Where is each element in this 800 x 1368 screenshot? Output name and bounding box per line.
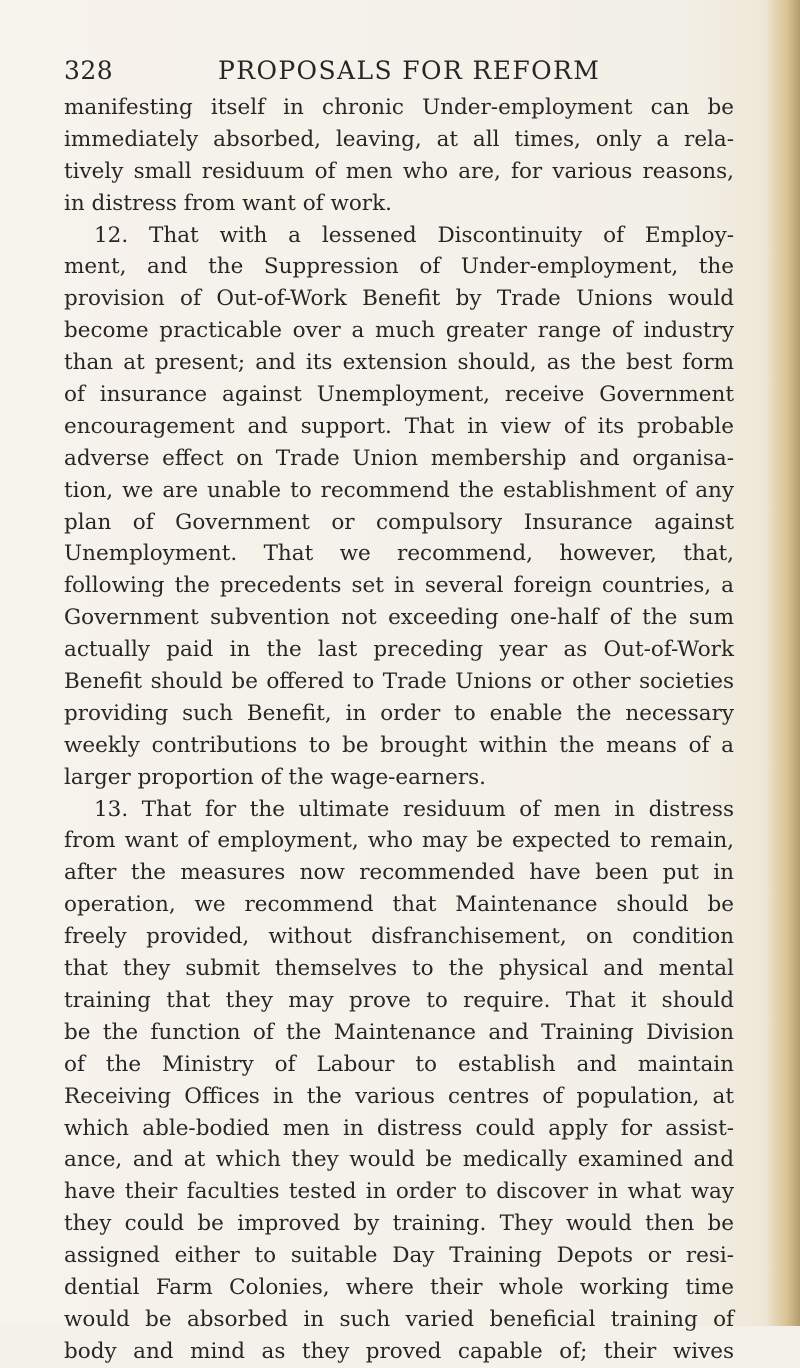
text-line: adverse effect on Trade Union membership and organisa- bbox=[64, 445, 734, 471]
text-line: Government subvention not exceeding one-half of the sum bbox=[64, 605, 734, 631]
text-line: plan of Government or compulsory Insurance against bbox=[64, 509, 734, 535]
text-line: actually paid in the last preceding year as Out-of-Work bbox=[64, 637, 734, 663]
text-line: training that they may prove to require. That it should bbox=[64, 987, 734, 1013]
text-line: body and mind as they proved capable of; their wives bbox=[64, 1338, 734, 1364]
text-line: assigned either to suitable Day Training Depots or resi- bbox=[64, 1243, 734, 1269]
text-line: ance, and at which they would be medically examined and bbox=[64, 1147, 734, 1173]
running-title: PROPOSALS FOR REFORM bbox=[218, 56, 601, 85]
text-line: from want of employment, who may be expected to remain, bbox=[64, 828, 734, 854]
text-line: provision of Out-of-Work Benefit by Trade Unions would bbox=[64, 286, 734, 312]
page-edge-stain bbox=[766, 0, 800, 1326]
text-line: after the measures now recommended have been put in bbox=[64, 860, 734, 886]
text-line: immediately absorbed, leaving, at all times, only a rela- bbox=[64, 126, 734, 152]
text-line: in distress from want of work. bbox=[64, 190, 392, 216]
text-line: which able-bodied men in distress could apply for assist- bbox=[64, 1115, 734, 1141]
text-line: larger proportion of the wage-earners. bbox=[64, 764, 486, 790]
text-line: become practicable over a much greater range of industry bbox=[64, 318, 734, 344]
page-number: 328 bbox=[64, 56, 114, 85]
text-line: ment, and the Suppression of Under-employment, the bbox=[64, 254, 734, 280]
text-line: that they submit themselves to the physical and mental bbox=[64, 956, 734, 982]
text-line: of insurance against Unemployment, receive Government bbox=[64, 382, 734, 408]
text-line: tion, we are unable to recommend the establishment of any bbox=[64, 477, 734, 503]
text-line: freely provided, without disfranchisement, on condition bbox=[64, 924, 734, 950]
text-line: encouragement and support. That in view of its probable bbox=[64, 413, 734, 439]
text-line: than at present; and its extension should, as the best form bbox=[64, 350, 734, 376]
text-line: providing such Benefit, in order to enable the necessary bbox=[64, 700, 734, 726]
text-line: be the function of the Maintenance and Training Division bbox=[64, 1019, 734, 1045]
text-line: would be absorbed in such varied beneficial training of bbox=[64, 1306, 734, 1332]
text-line: tively small residuum of men who are, for various reasons, bbox=[64, 158, 734, 184]
text-line: 12. That with a lessened Discontinuity of Employ- bbox=[94, 222, 734, 248]
text-line: manifesting itself in chronic Under-employment can be bbox=[64, 95, 734, 120]
text-line: Receiving Offices in the various centres of population, at bbox=[64, 1083, 734, 1109]
text-line: weekly contributions to be brought within the means of a bbox=[64, 732, 734, 758]
text-line: of the Ministry of Labour to establish and maintain bbox=[64, 1051, 734, 1077]
text-line: Unemployment. That we recommend, however, that, bbox=[64, 541, 734, 567]
body-text bbox=[64, 92, 734, 1368]
text-line: Benefit should be offered to Trade Unions or other societies bbox=[64, 669, 734, 695]
text-line: 13. That for the ultimate residuum of men in distress bbox=[94, 796, 734, 822]
text-line: have their faculties tested in order to discover in what way bbox=[64, 1179, 734, 1205]
text-line: following the precedents set in several foreign countries, a bbox=[64, 573, 734, 599]
text-line: dential Farm Colonies, where their whole working time bbox=[64, 1274, 734, 1300]
text-line: they could be improved by training. They would then be bbox=[64, 1211, 734, 1237]
text-line: operation, we recommend that Maintenance should be bbox=[64, 892, 734, 918]
page-header bbox=[64, 56, 734, 96]
